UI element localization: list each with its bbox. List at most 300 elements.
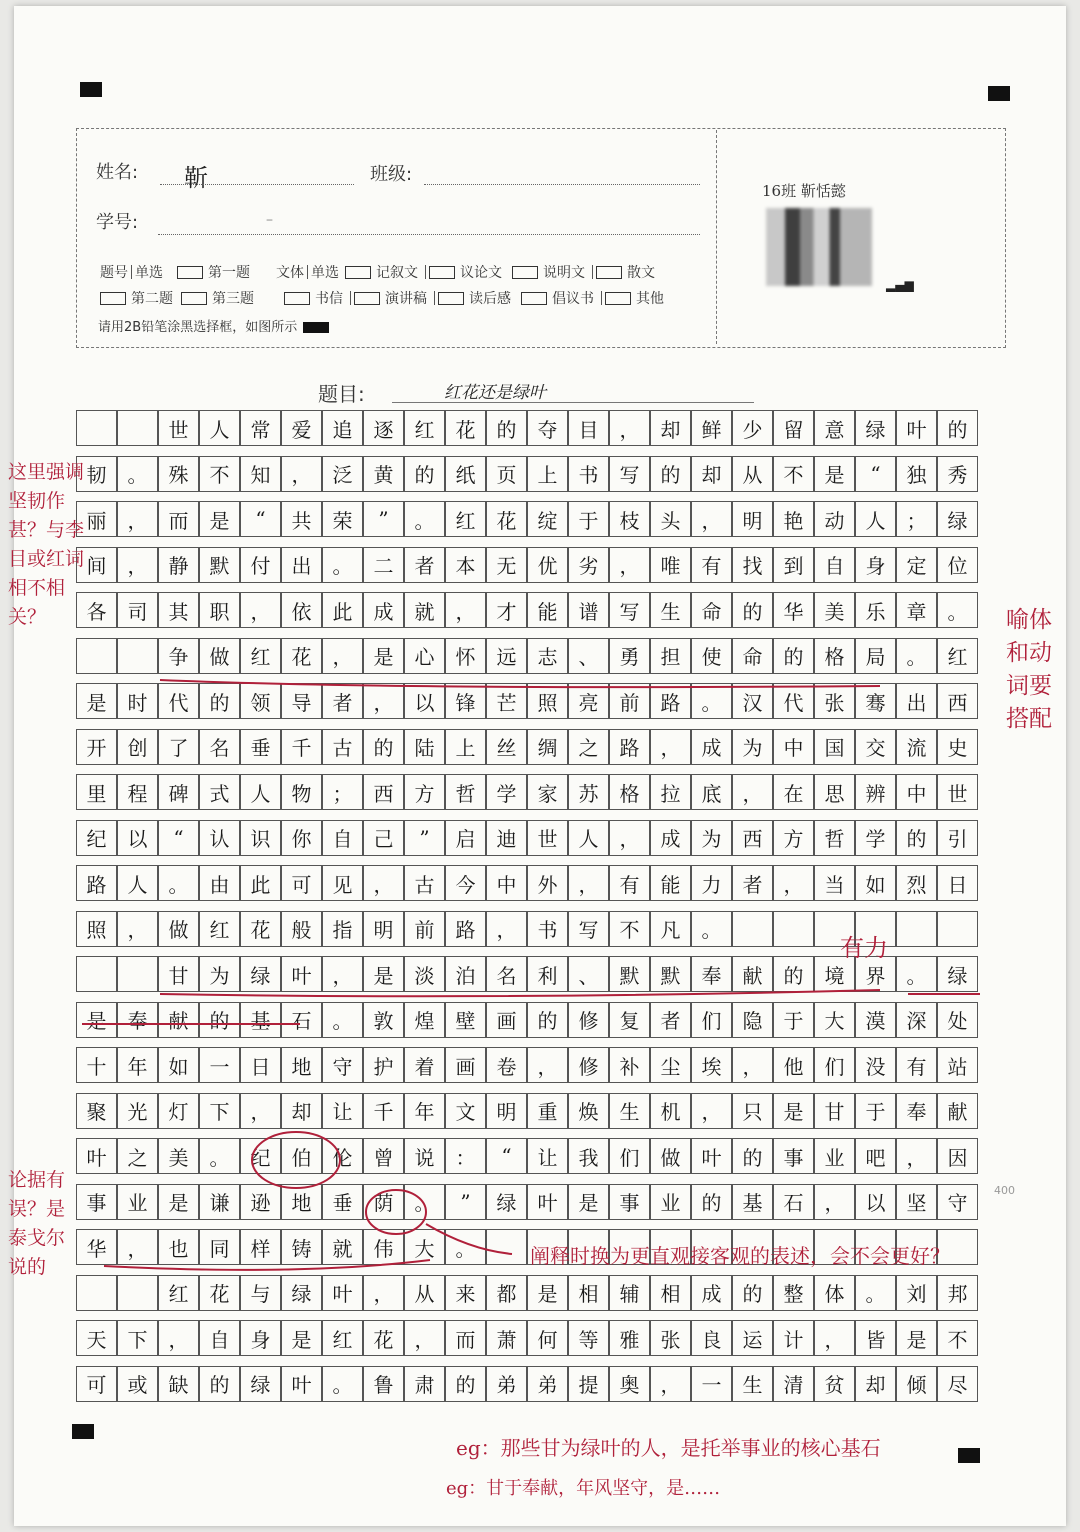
essay-cell: 写	[609, 456, 650, 492]
essay-cell: 的	[773, 956, 814, 992]
essay-cell: 样	[240, 1229, 281, 1265]
essay-cell: 鲜	[691, 410, 732, 446]
essay-cell: 绿	[937, 956, 978, 992]
essay-cell: 华	[773, 592, 814, 628]
essay-cell: 人	[568, 820, 609, 856]
essay-cell: 汉	[732, 683, 773, 719]
essay-cell: 己	[363, 820, 404, 856]
essay-cell: 交	[855, 729, 896, 765]
essay-cell: 能	[650, 865, 691, 901]
essay-cell: 曾	[363, 1138, 404, 1174]
essay-cell: ，	[363, 683, 404, 719]
essay-cell: 业	[814, 1138, 855, 1174]
essay-cell: 不	[609, 911, 650, 947]
essay-cell: 中	[486, 865, 527, 901]
essay-cell: 二	[363, 547, 404, 583]
essay-cell: “	[158, 820, 199, 856]
essay-cell: 名	[486, 956, 527, 992]
essay-cell: 时	[117, 683, 158, 719]
essay-cell: 西	[937, 683, 978, 719]
essay-cell: 叶	[322, 1275, 363, 1311]
essay-cell: 献	[158, 1002, 199, 1038]
essay-cell: 辅	[609, 1275, 650, 1311]
essay-cell: 古	[404, 865, 445, 901]
essay-cell: 明	[486, 1093, 527, 1129]
essay-cell: 花	[240, 911, 281, 947]
essay-cell: 知	[240, 456, 281, 492]
essay-cell: 利	[527, 956, 568, 992]
essay-cell: ：	[445, 1138, 486, 1174]
essay-cell: 静	[158, 547, 199, 583]
essay-cell: 底	[691, 774, 732, 810]
essay-cell: 默	[199, 547, 240, 583]
essay-cell: 格	[814, 638, 855, 674]
essay-cell: 身	[855, 547, 896, 583]
essay-cell: ，	[322, 638, 363, 674]
essay-cell: 基	[240, 1002, 281, 1038]
fill-instruction-text: 请用2B铅笔涂黑选择框，如图所示	[98, 320, 298, 335]
essay-cell: 补	[609, 1047, 650, 1083]
essay-cell: 美	[158, 1138, 199, 1174]
essay-cell: 绽	[527, 501, 568, 537]
essay-cell: 修	[568, 1002, 609, 1038]
essay-cell: 心	[404, 638, 445, 674]
essay-cell: 守	[322, 1047, 363, 1083]
essay-cell: 来	[445, 1275, 486, 1311]
essay-cell: 是	[199, 501, 240, 537]
essay-cell: 也	[158, 1229, 199, 1265]
essay-cell: 找	[732, 547, 773, 583]
essay-cell: 叶	[896, 410, 937, 446]
essay-cell: 铸	[281, 1229, 322, 1265]
essay-cell: ，	[486, 911, 527, 947]
essay-cell: 光	[117, 1093, 158, 1129]
circle-leaf	[366, 1190, 426, 1234]
essay-cell: 同	[199, 1229, 240, 1265]
essay-cell: ，	[117, 911, 158, 947]
essay-cell: 下	[117, 1320, 158, 1356]
essay-cell: 者	[322, 683, 363, 719]
essay-cell: 代	[158, 683, 199, 719]
essay-cell: 其	[158, 592, 199, 628]
annotation-bottom-2: eg：甘于奉献，年风坚守，是……	[446, 1478, 721, 1499]
essay-cell: 吧	[855, 1138, 896, 1174]
essay-cell: 骞	[855, 683, 896, 719]
essay-cell: 明	[732, 501, 773, 537]
essay-cell: ，	[281, 456, 322, 492]
essay-cell: 做	[199, 638, 240, 674]
essay-cell: 年	[404, 1093, 445, 1129]
word-count-marker: 400	[994, 1184, 1015, 1197]
essay-cell: 常	[240, 410, 281, 446]
essay-cell: 局	[855, 638, 896, 674]
arrow-to-note	[426, 1224, 512, 1254]
essay-cell: 绿	[240, 1366, 281, 1402]
essay-cell: 默	[650, 956, 691, 992]
essay-cell: 家	[527, 774, 568, 810]
essay-cell: 红	[404, 410, 445, 446]
essay-cell: 夺	[527, 410, 568, 446]
essay-cell: 花	[363, 1320, 404, 1356]
essay-cell: 做	[650, 1138, 691, 1174]
essay-cell: 年	[117, 1047, 158, 1083]
essay-cell: 。	[691, 683, 732, 719]
essay-cell: 从	[404, 1275, 445, 1311]
essay-cell: 于	[855, 1093, 896, 1129]
topic-label: 题号	[100, 265, 128, 281]
essay-cell: 埃	[691, 1047, 732, 1083]
essay-cell: 绿	[486, 1184, 527, 1220]
essay-cell: 守	[937, 1184, 978, 1220]
essay-cell: 石	[281, 1002, 322, 1038]
essay-cell: 美	[814, 592, 855, 628]
essay-cell: 在	[773, 774, 814, 810]
essay-cell: 无	[486, 547, 527, 583]
essay-cell: 不	[199, 456, 240, 492]
essay-cell: 花	[199, 1275, 240, 1311]
essay-cell: 红	[158, 1275, 199, 1311]
essay-cell: 的	[199, 1366, 240, 1402]
essay-cell: 清	[773, 1366, 814, 1402]
essay-cell: 乐	[855, 592, 896, 628]
genre-option-9: 其他	[636, 291, 664, 307]
essay-cell: 绿	[281, 1275, 322, 1311]
essay-cell: 韧	[76, 456, 117, 492]
essay-cell: ；	[896, 501, 937, 537]
essay-cell: ”	[363, 501, 404, 537]
essay-cell: 事	[76, 1184, 117, 1220]
essay-cell: 艳	[773, 501, 814, 537]
annotation-left-1: 这里强调坚韧作甚？与李目或红词相不相关？	[8, 461, 85, 628]
essay-cell: 世	[527, 820, 568, 856]
essay-cell: 争	[158, 638, 199, 674]
essay-cell: ，	[117, 547, 158, 583]
essay-cell: 处	[937, 1002, 978, 1038]
essay-cell: 做	[158, 911, 199, 947]
topic-option-2: 第二题	[131, 291, 173, 307]
essay-cell: 纪	[240, 1138, 281, 1174]
essay-cell: 叶	[281, 956, 322, 992]
essay-cell: 千	[281, 729, 322, 765]
essay-cell: ，	[117, 501, 158, 537]
essay-cell: 生	[650, 592, 691, 628]
essay-cell: 程	[117, 774, 158, 810]
essay-cell: 西	[363, 774, 404, 810]
essay-cell: 书	[568, 456, 609, 492]
essay-cell: 。	[404, 501, 445, 537]
essay-cell: 。	[158, 865, 199, 901]
essay-cell: 焕	[568, 1093, 609, 1129]
title-label: 题目:	[318, 382, 365, 406]
essay-cell: 的	[363, 729, 404, 765]
essay-cell: 奉	[896, 1093, 937, 1129]
essay-cell: 的	[773, 638, 814, 674]
essay-cell: 弟	[486, 1366, 527, 1402]
essay-cell: 能	[527, 592, 568, 628]
essay-cell: 司	[117, 592, 158, 628]
essay-cell: 而	[158, 501, 199, 537]
essay-cell: 路	[445, 911, 486, 947]
essay-cell: 成	[650, 820, 691, 856]
essay-cell: 花	[445, 410, 486, 446]
essay-cell: ，	[732, 774, 773, 810]
essay-cell: 人	[855, 501, 896, 537]
essay-cell: 志	[527, 638, 568, 674]
essay-cell: ”	[445, 1184, 486, 1220]
essay-cell: 碑	[158, 774, 199, 810]
essay-cell: 成	[691, 1275, 732, 1311]
essay-cell: 甘	[814, 1093, 855, 1129]
essay-cell: 整	[773, 1275, 814, 1311]
essay-cell: 煌	[404, 1002, 445, 1038]
essay-cell: 可	[281, 865, 322, 901]
essay-cell: 与	[240, 1275, 281, 1311]
essay-cell: 到	[773, 547, 814, 583]
essay-cell: 。	[322, 547, 363, 583]
essay-cell: 绿	[937, 501, 978, 537]
essay-cell: 不	[937, 1320, 978, 1356]
annotation-left-2: 论据有误？是泰戈尔说的	[8, 1169, 66, 1278]
essay-cell: 迪	[486, 820, 527, 856]
essay-cell: 出	[281, 547, 322, 583]
essay-cell: 上	[445, 729, 486, 765]
essay-cell: 成	[363, 592, 404, 628]
essay-cell: 地	[281, 1047, 322, 1083]
essay-cell: 前	[609, 683, 650, 719]
essay-cell: 们	[691, 1002, 732, 1038]
essay-cell: 泊	[445, 956, 486, 992]
essay-cell: 叶	[76, 1138, 117, 1174]
essay-cell: 我	[568, 1138, 609, 1174]
essay-cell: 使	[691, 638, 732, 674]
essay-cell: 因	[937, 1138, 978, 1174]
essay-cell: ，	[650, 1366, 691, 1402]
essay-cell: ，	[609, 547, 650, 583]
essay-cell: 人	[199, 410, 240, 446]
essay-cell: 成	[691, 729, 732, 765]
essay-cell: 少	[732, 410, 773, 446]
essay-cell: 红	[240, 638, 281, 674]
essay-cell: 事	[773, 1138, 814, 1174]
essay-cell: 自	[199, 1320, 240, 1356]
essay-cell: 者	[732, 865, 773, 901]
essay-cell: 于	[773, 1002, 814, 1038]
essay-cell: 以	[404, 683, 445, 719]
essay-cell: 们	[609, 1138, 650, 1174]
essay-cell: 古	[322, 729, 363, 765]
essay-cell: 路	[609, 729, 650, 765]
essay-cell: 导	[281, 683, 322, 719]
essay-cell: 位	[937, 547, 978, 583]
essay-cell: 勇	[609, 638, 650, 674]
essay-cell: 荫	[363, 1184, 404, 1220]
essay-cell: 的	[199, 683, 240, 719]
essay-cell: 天	[76, 1320, 117, 1356]
essay-cell: 定	[896, 547, 937, 583]
essay-cell: 地	[281, 1184, 322, 1220]
essay-cell: 甘	[158, 956, 199, 992]
essay-cell: 怀	[445, 638, 486, 674]
essay-cell: 里	[76, 774, 117, 810]
essay-cell: 绸	[527, 729, 568, 765]
essay-cell: 画	[445, 1047, 486, 1083]
essay-cell: 可	[76, 1366, 117, 1402]
essay-cell: 的	[896, 820, 937, 856]
essay-cell: “	[855, 456, 896, 492]
essay-cell: 。	[445, 1229, 486, 1265]
essay-cell: 的	[404, 456, 445, 492]
genre-option-8: 倡议书	[552, 291, 594, 307]
essay-cell: 。	[937, 592, 978, 628]
essay-cell: 为	[199, 956, 240, 992]
essay-cell: 良	[691, 1320, 732, 1356]
essay-cell: 花	[486, 501, 527, 537]
genre-option-7: 读后感	[469, 291, 511, 307]
essay-cell: 肃	[404, 1366, 445, 1402]
essay-cell: 命	[691, 592, 732, 628]
essay-cell: 逐	[363, 410, 404, 446]
essay-cell: 照	[76, 911, 117, 947]
essay-cell: 启	[445, 820, 486, 856]
annotation-score-mark: 有力	[840, 934, 888, 962]
essay-cell: 拉	[650, 774, 691, 810]
genre-select-label: 单选	[311, 265, 339, 281]
essay-cell: 就	[404, 592, 445, 628]
essay-cell: ，	[322, 956, 363, 992]
essay-cell: 卷	[486, 1047, 527, 1083]
essay-cell: 业	[650, 1184, 691, 1220]
essay-cell: 修	[568, 1047, 609, 1083]
signal-icon: ▂▄▆	[886, 278, 914, 292]
essay-cell: 谱	[568, 592, 609, 628]
essay-cell: 。	[404, 1184, 445, 1220]
essay-cell: 职	[199, 592, 240, 628]
essay-cell: 体	[814, 1275, 855, 1311]
essay-cell: 当	[814, 865, 855, 901]
underline-row-13	[160, 990, 880, 996]
essay-cell: 。	[199, 1138, 240, 1174]
genre-option-2: 议论文	[460, 265, 502, 281]
essay-cell: 尽	[937, 1366, 978, 1402]
essay-cell: 绿	[240, 956, 281, 992]
essay-cell: 命	[732, 638, 773, 674]
name-value: 靳	[184, 164, 208, 192]
essay-cell: 式	[199, 774, 240, 810]
essay-cell: 页	[486, 456, 527, 492]
essay-cell: 贫	[814, 1366, 855, 1402]
essay-cell: 、	[568, 956, 609, 992]
essay-cell: 学	[486, 774, 527, 810]
essay-cell: 名	[199, 729, 240, 765]
essay-cell: 创	[117, 729, 158, 765]
essay-cell: 运	[732, 1320, 773, 1356]
essay-cell: ，	[650, 729, 691, 765]
essay-cell: ；	[322, 774, 363, 810]
essay-cell: 淡	[404, 956, 445, 992]
genre-option-3: 说明文	[543, 265, 585, 281]
essay-cell: 说	[404, 1138, 445, 1174]
essay-cell: ，	[240, 592, 281, 628]
essay-cell: 只	[732, 1093, 773, 1129]
essay-cell: 画	[486, 1002, 527, 1038]
essay-cell: ，	[363, 1275, 404, 1311]
essay-cell: 献	[937, 1093, 978, 1129]
essay-cell: 却	[855, 1366, 896, 1402]
essay-cell: 而	[445, 1320, 486, 1356]
essay-cell: 红	[322, 1320, 363, 1356]
essay-cell: 哲	[445, 774, 486, 810]
essay-cell: 有	[609, 865, 650, 901]
essay-cell: 的	[732, 592, 773, 628]
essay-cell: 伦	[322, 1138, 363, 1174]
essay-cell: 出	[896, 683, 937, 719]
essay-cell: 华	[76, 1229, 117, 1265]
essay-cell: 护	[363, 1047, 404, 1083]
essay-cell: 今	[445, 865, 486, 901]
essay-cell: 大	[814, 1002, 855, 1038]
genre-option-1: 记叙文	[376, 265, 418, 281]
essay-cell: 敦	[363, 1002, 404, 1038]
essay-cell: 提	[568, 1366, 609, 1402]
class-label: 班级:	[370, 164, 413, 185]
essay-cell: 远	[486, 638, 527, 674]
essay-cell: 有	[691, 547, 732, 583]
essay-cell: 计	[773, 1320, 814, 1356]
essay-cell: 壁	[445, 1002, 486, 1038]
essay-cell: 重	[527, 1093, 568, 1129]
essay-cell: 红	[199, 911, 240, 947]
essay-cell: 坚	[896, 1184, 937, 1220]
genre-option-5: 书信	[315, 291, 343, 307]
essay-cell: 倾	[896, 1366, 937, 1402]
essay-cell: 皆	[855, 1320, 896, 1356]
topic-select-label: 单选	[135, 265, 163, 281]
essay-cell: 头	[650, 501, 691, 537]
essay-cell: 写	[609, 592, 650, 628]
essay-cell: 深	[896, 1002, 937, 1038]
essay-cell: 。	[322, 1366, 363, 1402]
essay-cell: 是	[568, 1184, 609, 1220]
essay-cell: 都	[486, 1275, 527, 1311]
essay-cell: “	[486, 1138, 527, 1174]
essay-cell: 史	[937, 729, 978, 765]
essay-cell: 着	[404, 1047, 445, 1083]
essay-cell: 共	[281, 501, 322, 537]
essay-cell: 书	[527, 911, 568, 947]
essay-cell: 叶	[527, 1184, 568, 1220]
essay-cell: 荣	[322, 501, 363, 537]
essay-cell: 是	[158, 1184, 199, 1220]
essay-cell: 爱	[281, 410, 322, 446]
essay-cell: 从	[732, 456, 773, 492]
essay-cell: 芒	[486, 683, 527, 719]
essay-cell: ，	[445, 592, 486, 628]
essay-cell: 。	[896, 956, 937, 992]
essay-cell: 的	[732, 1275, 773, 1311]
annotation-inline-note: 阐释时换为更直观接客观的表述，会不会更好？	[530, 1244, 950, 1268]
essay-cell: 中	[773, 729, 814, 765]
essay-cell: 黄	[363, 456, 404, 492]
essay-cell: 独	[896, 456, 937, 492]
essay-cell: 却	[650, 410, 691, 446]
essay-cell: 依	[281, 592, 322, 628]
essay-cell: 上	[527, 456, 568, 492]
essay-cell: 的	[691, 1184, 732, 1220]
essay-cell: 之	[568, 729, 609, 765]
essay-cell: 担	[650, 638, 691, 674]
essay-cell: 相	[568, 1275, 609, 1311]
essay-cell: 纸	[445, 456, 486, 492]
